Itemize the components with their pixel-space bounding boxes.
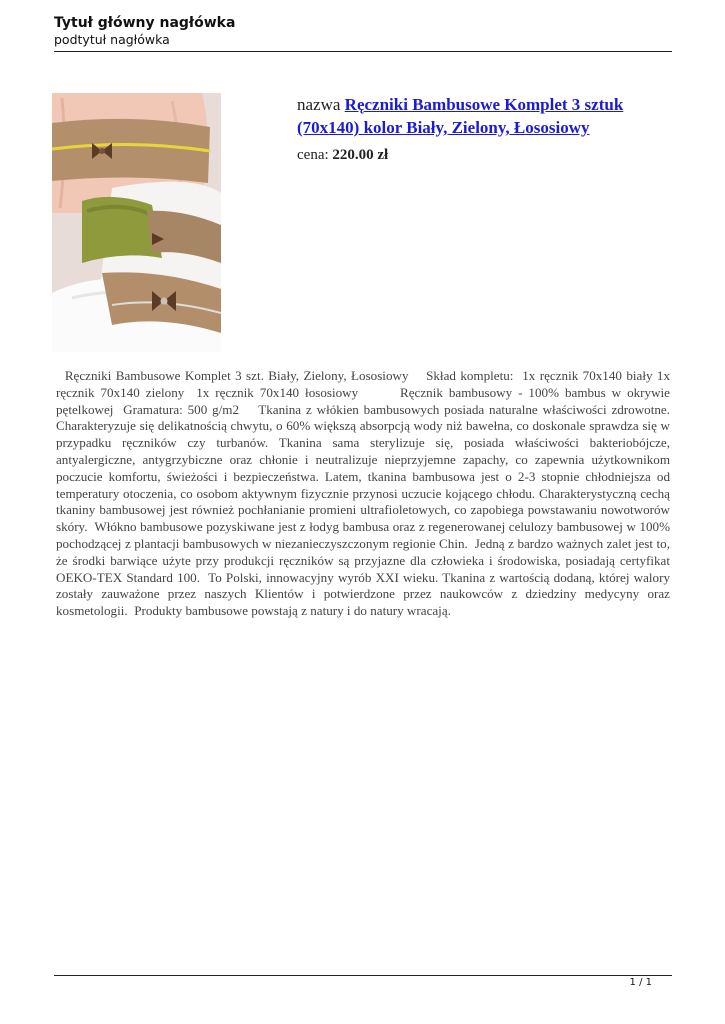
name-label: nazwa [297,95,341,114]
product-price [297,145,388,165]
product-name-link[interactable]: Ręczniki Bambusowe Komplet 3 sztuk (70x140) kolor Biały, Zielony, Łososiowy [297,95,624,137]
header-title: Tytuł główny nagłówka [54,15,236,31]
header-subtitle: podtytuł nagłówka [54,32,170,47]
page-number: 1 / 1 [629,977,652,988]
price-value: 220.00 zł [332,147,389,163]
product-image [52,93,221,352]
product-description: Ręczniki Bambusowe Komplet 3 szt. Biały, Zielony, Łososiowy Skład kompletu: 1x ręcznik 70x140 biały 1x ręcznik 70x140 zielony 1x ręcznik 70x140 łososiowy Ręcznik bambusowy - 100% bambus w okrywie pętelkowej Gramatura: 500 g/m2 Tkanina z włókien bambusowych posiada naturalne właściwości zdrowotne. Charakteryzuje się delikatnością chwytu, o 60% większą absorpcją wody niż bawełna, co doskonale sprawdza się w przypadku ręczników czy turbanów. Tkanina sama sterylizuje się, posiada właściwości bakteriobójcze, antyalergiczne, antygrzybiczne oraz chłonie i neutralizuje nieprzyjemne zapachy, co zapewnia użytkownikom poczucie komfortu, świeżości i bezpieczeństwa. Latem, tkanina bambusowa jest o 2-3 stopnie chłodniejsza od temperatury otoczenia, co osobom aktywnym fizycznie przynosi uczucie kojącego chłodu. Charakterystyczną cechą tkaniny bambusowej jest również pochłanianie promieni ultrafioletowych, co zapobiega powstawaniu nowotworów skóry. Włókno bambusowe pozyskiwane jest z łodyg bambusa oraz z regenerowanej celulozy bambusowej w 100% pochodzącej z plantacji bambusowych w niezanieczyszczonym regionie Chin. Jedną z bardzo ważnych zalet jest to, że środki barwiące użyte przy produkcji ręczników są przyjazne dla człowieka i środowiska, posiadają certyfikat OEKO-TEX Standard 100. To Polski, innowacyjny wyrób XXI wieku. Tkanina z wartością dodaną, której walory zostały zauważone przez naszych Klientów i potwierdzone przez naukowców z dziedziny medycyny oraz kosmetologii. Produkty bambusowe powstają z natury i do natury wracają. [56,368,671,619]
footer-divider [54,975,672,976]
header-divider [54,51,672,52]
product-name [297,93,677,139]
price-label: cena: [297,147,329,163]
page-header [54,14,672,48]
